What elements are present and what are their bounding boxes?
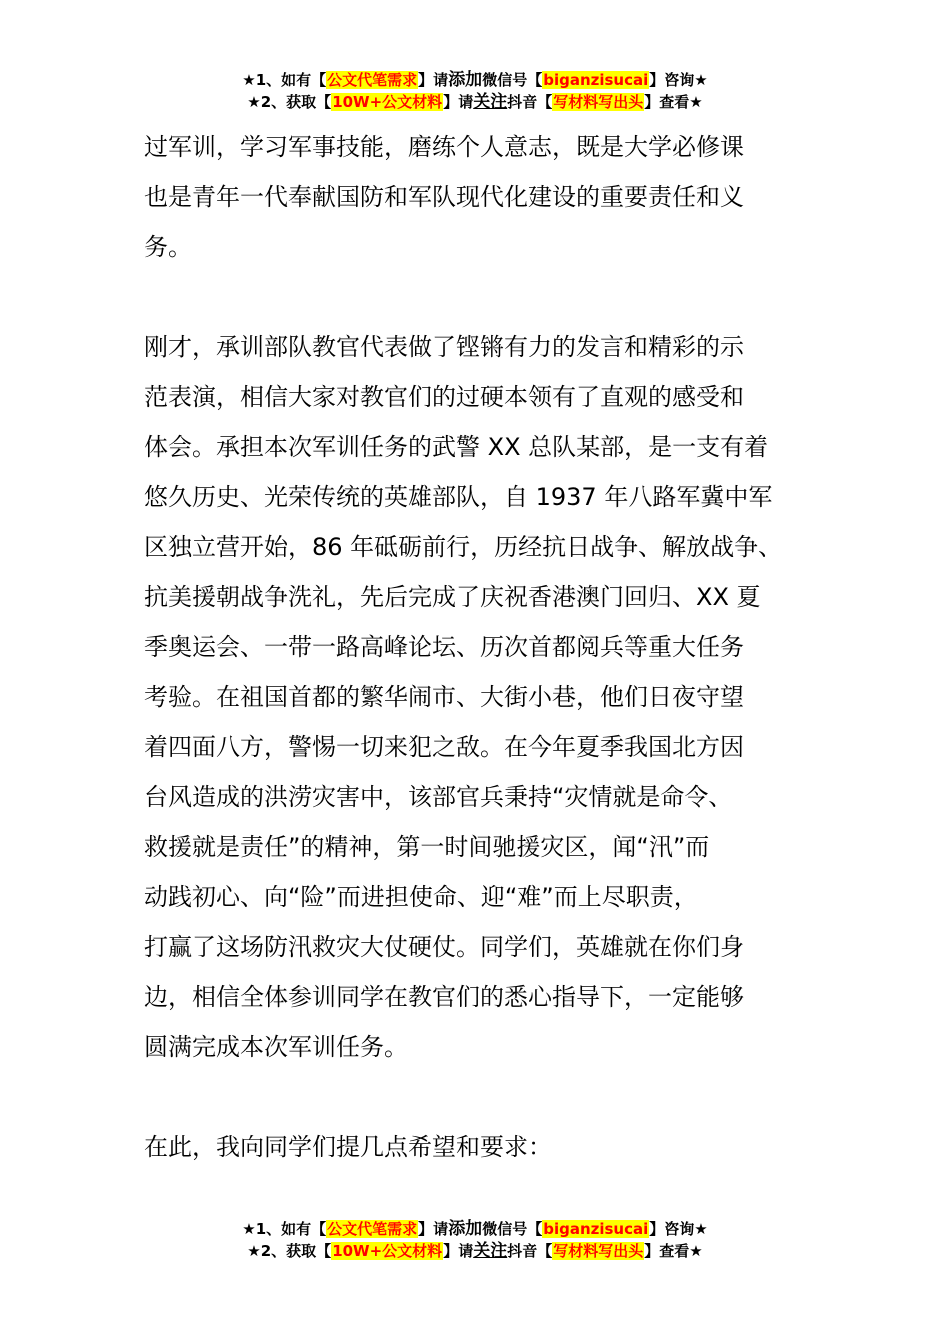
banner-text: 抖音【 <box>507 1242 553 1260</box>
star-icon: ★ <box>247 93 261 111</box>
banner-text: 】咨询 <box>649 1220 695 1238</box>
text-line: 动践初心、向“险”而进担使命、迎“难”而上尽职责， <box>144 883 698 911</box>
highlight-materials: 10W+公文材料 <box>332 1242 443 1260</box>
header-banner <box>0 69 950 113</box>
banner-text: 】请 <box>418 1220 449 1238</box>
banner-line-1 <box>0 69 950 91</box>
footer-banner <box>0 1218 950 1262</box>
paragraph-3 <box>144 1122 824 1172</box>
banner-text: 】查看 <box>644 93 690 111</box>
star-icon: ★ <box>689 1242 703 1260</box>
text-line: 季奥运会、一带一路高峰论坛、历次首都阅兵等重大任务 <box>144 633 744 661</box>
text-line: 范表演，相信大家对教官们的过硬本领有了直观的感受和 <box>144 383 744 411</box>
text-line: 着四面八方，警惕一切来犯之敌。在今年夏季我国北方因 <box>144 733 744 761</box>
text-line: 台风造成的洪涝灾害中，该部官兵秉持“灾情就是命令、 <box>144 783 733 811</box>
banner-text: 】请 <box>443 93 474 111</box>
star-icon: ★ <box>694 1220 708 1238</box>
highlight-service: 公文代笔需求 <box>327 71 418 89</box>
banner-emphasis: 关注 <box>473 1241 508 1261</box>
banner-emphasis: 关注 <box>473 92 508 112</box>
star-icon: ★ <box>242 71 256 89</box>
highlight-douyin: 写材料写出头 <box>553 93 644 111</box>
star-icon: ★ <box>247 1242 261 1260</box>
text-line: 也是青年一代奉献国防和军队现代化建设的重要责任和义 <box>144 183 744 211</box>
text-line: 在此，我向同学们提几点希望和要求： <box>144 1133 552 1161</box>
highlight-materials: 10W+公文材料 <box>332 93 443 111</box>
document-body <box>144 122 824 1172</box>
text-line: 悠久历史、光荣传统的英雄部队，自 1937 年八路军冀中军 <box>144 483 773 511</box>
text-line: 救援就是责任”的精神，第一时间驰援灾区，闻“汛”而 <box>144 833 710 861</box>
banner-text: 】请 <box>418 71 449 89</box>
paragraph-gap <box>144 1072 824 1122</box>
text-line: 考验。在祖国首都的繁华闹市、大街小巷，他们日夜守望 <box>144 683 744 711</box>
banner-text: 1、如有【 <box>255 1220 327 1238</box>
paragraph-2 <box>144 322 824 1072</box>
banner-text: 2、获取【 <box>260 93 332 111</box>
banner-text: 】咨询 <box>649 71 695 89</box>
text-line: 过军训，学习军事技能，磨练个人意志，既是大学必修课 <box>144 133 744 161</box>
banner-text: 抖音【 <box>507 93 553 111</box>
text-line: 务。 <box>144 233 192 261</box>
star-icon: ★ <box>694 71 708 89</box>
banner-text: 】请 <box>443 1242 474 1260</box>
banner-text: 】查看 <box>644 1242 690 1260</box>
banner-emphasis: 添加 <box>448 1219 483 1239</box>
banner-text: 1、如有【 <box>255 71 327 89</box>
text-line: 体会。承担本次军训任务的武警 XX 总队某部，是一支有着 <box>144 433 769 461</box>
banner-emphasis: 添加 <box>448 70 483 90</box>
banner-line-2 <box>0 1240 950 1262</box>
paragraph-1 <box>144 122 824 272</box>
banner-text: 2、获取【 <box>260 1242 332 1260</box>
star-icon: ★ <box>242 1220 256 1238</box>
highlight-wechat-id: biganzisucai <box>543 71 649 89</box>
banner-text: 微信号【 <box>482 71 543 89</box>
star-icon: ★ <box>689 93 703 111</box>
highlight-service: 公文代笔需求 <box>327 1220 418 1238</box>
text-line: 抗美援朝战争洗礼，先后完成了庆祝香港澳门回归、XX 夏 <box>144 583 761 611</box>
highlight-wechat-id: biganzisucai <box>543 1220 649 1238</box>
text-line: 边，相信全体参训同学在教官们的悉心指导下，一定能够 <box>144 983 744 1011</box>
text-line: 区独立营开始，86 年砥砺前行，历经抗日战争、解放战争、 <box>144 533 783 561</box>
text-line: 刚才，承训部队教官代表做了铿锵有力的发言和精彩的示 <box>144 333 744 361</box>
banner-line-1 <box>0 1218 950 1240</box>
text-line: 圆满完成本次军训任务。 <box>144 1033 408 1061</box>
text-line: 打赢了这场防汛救灾大仗硬仗。同学们，英雄就在你们身 <box>144 933 744 961</box>
paragraph-gap <box>144 272 824 322</box>
highlight-douyin: 写材料写出头 <box>553 1242 644 1260</box>
banner-text: 微信号【 <box>482 1220 543 1238</box>
banner-line-2 <box>0 91 950 113</box>
